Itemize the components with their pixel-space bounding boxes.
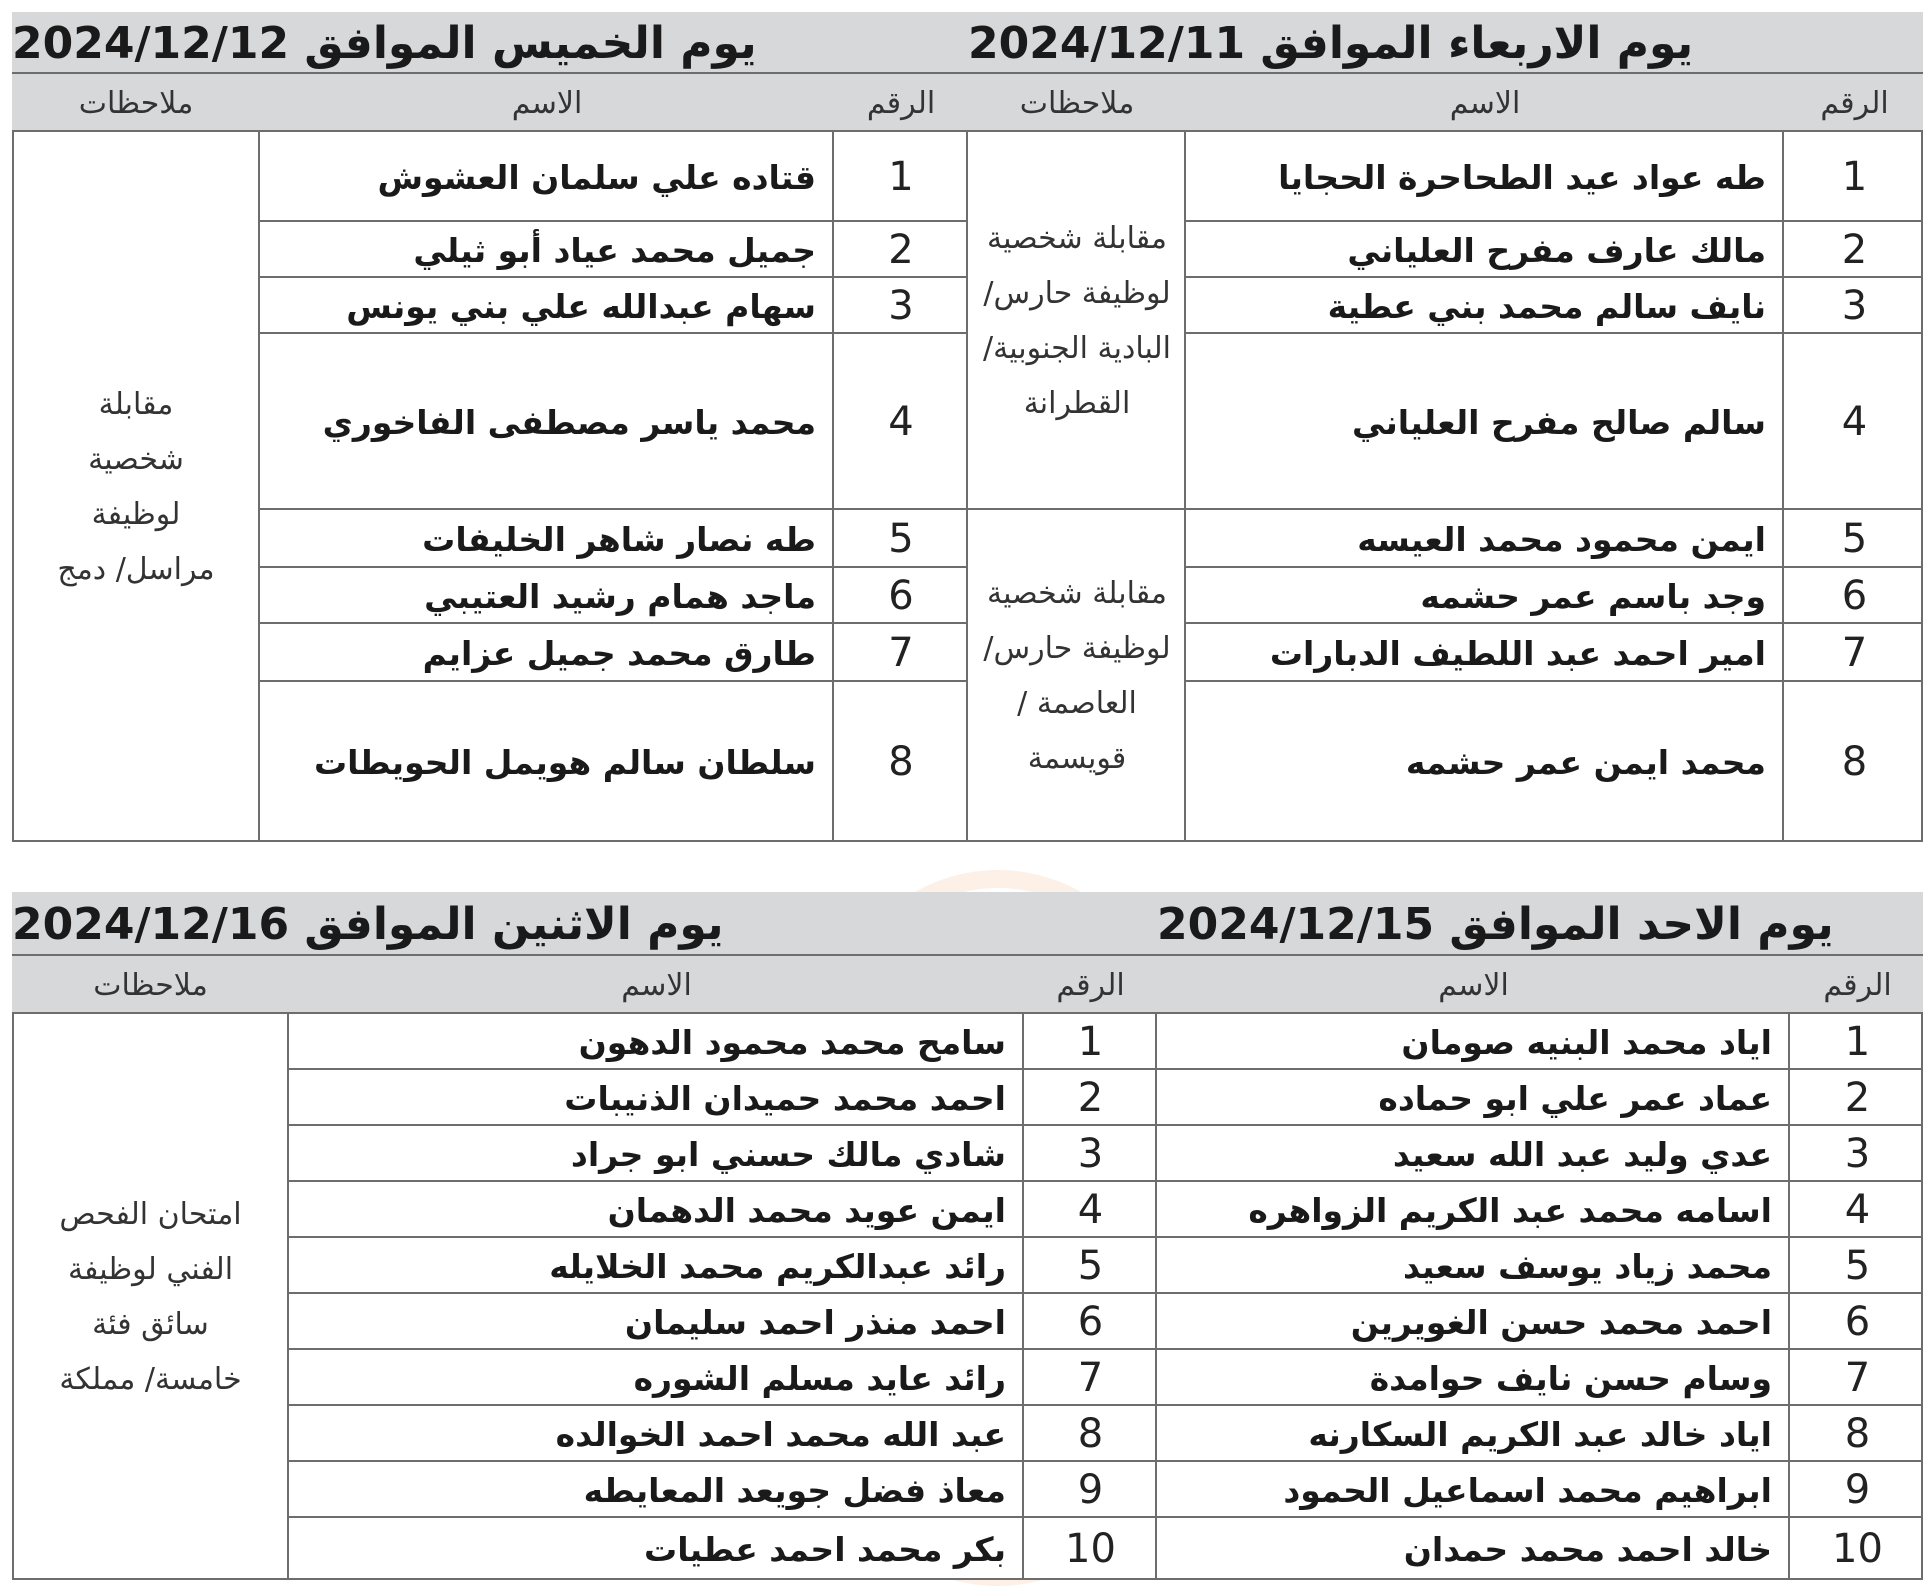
notes-cell: مقابلة شخصية لوظيفة حارس/ العاصمة / قويسمة <box>966 508 1186 842</box>
col-header-notes: ملاحظات <box>966 72 1186 132</box>
row-name: معاذ فضل جويعد المعايطه <box>287 1460 1024 1518</box>
col-header-notes: ملاحظات <box>12 954 289 1014</box>
row-number: 8 <box>832 680 968 842</box>
row-name: ايمن عويد محمد الدهمان <box>287 1180 1024 1238</box>
row-name: اسامه محمد عبد الكريم الزواهره <box>1155 1180 1790 1238</box>
row-name: وسام حسن نايف حوامدة <box>1155 1348 1790 1406</box>
day-title-sun: يوم الاحد الموافق 2024/12/15 <box>1155 892 1923 956</box>
row-name: امير احمد عبد اللطيف الدبارات <box>1184 622 1784 682</box>
row-name: سهام عبدالله علي بني يونس <box>258 276 834 334</box>
col-header-name: الاسم <box>258 72 834 132</box>
row-number: 3 <box>1022 1124 1157 1182</box>
row-number: 7 <box>1782 622 1923 682</box>
row-name: نايف سالم محمد بني عطية <box>1184 276 1784 334</box>
row-name: محمد زياد يوسف سعيد <box>1155 1236 1790 1294</box>
notes-cell: امتحان الفحص الفني لوظيفة سائق فئة خامسة/ مملكة <box>12 1012 289 1580</box>
notes-cell: مقابلة شخصية لوظيفة مراسل/ دمج <box>12 130 260 842</box>
schedule-table-bottom <box>12 892 1923 1580</box>
row-number: 6 <box>1022 1292 1157 1350</box>
row-number: 9 <box>1788 1460 1923 1518</box>
schedule-table-top <box>12 12 1923 842</box>
col-header-name: الاسم <box>1155 954 1790 1014</box>
row-name: شادي مالك حسني ابو جراد <box>287 1124 1024 1182</box>
row-number: 1 <box>832 130 968 222</box>
row-name: سامح محمد محمود الدهون <box>287 1012 1024 1070</box>
row-name: محمد ياسر مصطفى الفاخوري <box>258 332 834 510</box>
notes-cell: مقابلة شخصية لوظيفة حارس/ البادية الجنوبية/ القطرانة <box>966 130 1186 510</box>
row-number: 4 <box>1022 1180 1157 1238</box>
row-number: 3 <box>1788 1124 1923 1182</box>
row-name: رائد عايد مسلم الشوره <box>287 1348 1024 1406</box>
row-name: رائد عبدالكريم محمد الخلايله <box>287 1236 1024 1294</box>
row-name: ماجد همام رشيد العتيبي <box>258 566 834 624</box>
row-name: سالم صالح مفرح العلياني <box>1184 332 1784 510</box>
row-number: 3 <box>832 276 968 334</box>
row-name: قتاده علي سلمان العشوش <box>258 130 834 222</box>
row-number: 2 <box>1788 1068 1923 1126</box>
row-number: 5 <box>1788 1236 1923 1294</box>
row-number: 7 <box>1788 1348 1923 1406</box>
row-number: 6 <box>1782 566 1923 624</box>
row-name: خالد احمد محمد حمدان <box>1155 1516 1790 1580</box>
row-name: بكر محمد احمد عطيات <box>287 1516 1024 1580</box>
col-header-number: الرقم <box>1788 954 1923 1014</box>
row-name: طارق محمد جميل عزايم <box>258 622 834 682</box>
col-header-name: الاسم <box>287 954 1024 1014</box>
row-name: سلطان سالم هويمل الحويطات <box>258 680 834 842</box>
row-name: عبد الله محمد احمد الخوالده <box>287 1404 1024 1462</box>
row-name: وجد باسم عمر حشمه <box>1184 566 1784 624</box>
row-number: 1 <box>1782 130 1923 222</box>
row-name: جميل محمد عياد أبو ثيلي <box>258 220 834 278</box>
col-header-name: الاسم <box>1184 72 1784 132</box>
row-number: 6 <box>832 566 968 624</box>
row-name: طه عواد عيد الطحاحرة الحجايا <box>1184 130 1784 222</box>
row-number: 7 <box>832 622 968 682</box>
row-number: 8 <box>1788 1404 1923 1462</box>
row-number: 6 <box>1788 1292 1923 1350</box>
day-title-wed: يوم الاربعاء الموافق 2024/12/11 <box>966 12 1923 74</box>
row-number: 10 <box>1022 1516 1157 1580</box>
col-header-number: الرقم <box>1782 72 1923 132</box>
row-number: 2 <box>1782 220 1923 278</box>
row-number: 8 <box>1022 1404 1157 1462</box>
row-number: 4 <box>1788 1180 1923 1238</box>
row-number: 10 <box>1788 1516 1923 1580</box>
day-title-mon: يوم الاثنين الموافق 2024/12/16 <box>12 892 1157 956</box>
row-name: احمد محمد حميدان الذنيبات <box>287 1068 1024 1126</box>
row-name: طه نصار شاهر الخليفات <box>258 508 834 568</box>
row-number: 5 <box>1782 508 1923 568</box>
row-number: 2 <box>1022 1068 1157 1126</box>
row-name: ابراهيم محمد اسماعيل الحمود <box>1155 1460 1790 1518</box>
row-number: 3 <box>1782 276 1923 334</box>
row-number: 4 <box>1782 332 1923 510</box>
day-title-thu: يوم الخميس الموافق 2024/12/12 <box>12 12 968 74</box>
row-number: 9 <box>1022 1460 1157 1518</box>
row-name: اياد محمد البنيه صومان <box>1155 1012 1790 1070</box>
row-name: ايمن محمود محمد العيسه <box>1184 508 1784 568</box>
row-name: عدي وليد عبد الله سعيد <box>1155 1124 1790 1182</box>
row-name: مالك عارف مفرح العلياني <box>1184 220 1784 278</box>
row-number: 4 <box>832 332 968 510</box>
col-header-number: الرقم <box>832 72 968 132</box>
row-number: 5 <box>1022 1236 1157 1294</box>
row-name: احمد محمد حسن الغويرين <box>1155 1292 1790 1350</box>
row-number: 1 <box>1022 1012 1157 1070</box>
row-name: محمد ايمن عمر حشمه <box>1184 680 1784 842</box>
col-header-number: الرقم <box>1022 954 1157 1014</box>
row-number: 5 <box>832 508 968 568</box>
row-name: اياد خالد عبد الكريم السكارنه <box>1155 1404 1790 1462</box>
row-number: 2 <box>832 220 968 278</box>
row-name: عماد عمر علي ابو حماده <box>1155 1068 1790 1126</box>
col-header-notes: ملاحظات <box>12 72 260 132</box>
row-name: احمد منذر احمد سليمان <box>287 1292 1024 1350</box>
row-number: 8 <box>1782 680 1923 842</box>
row-number: 7 <box>1022 1348 1157 1406</box>
row-number: 1 <box>1788 1012 1923 1070</box>
